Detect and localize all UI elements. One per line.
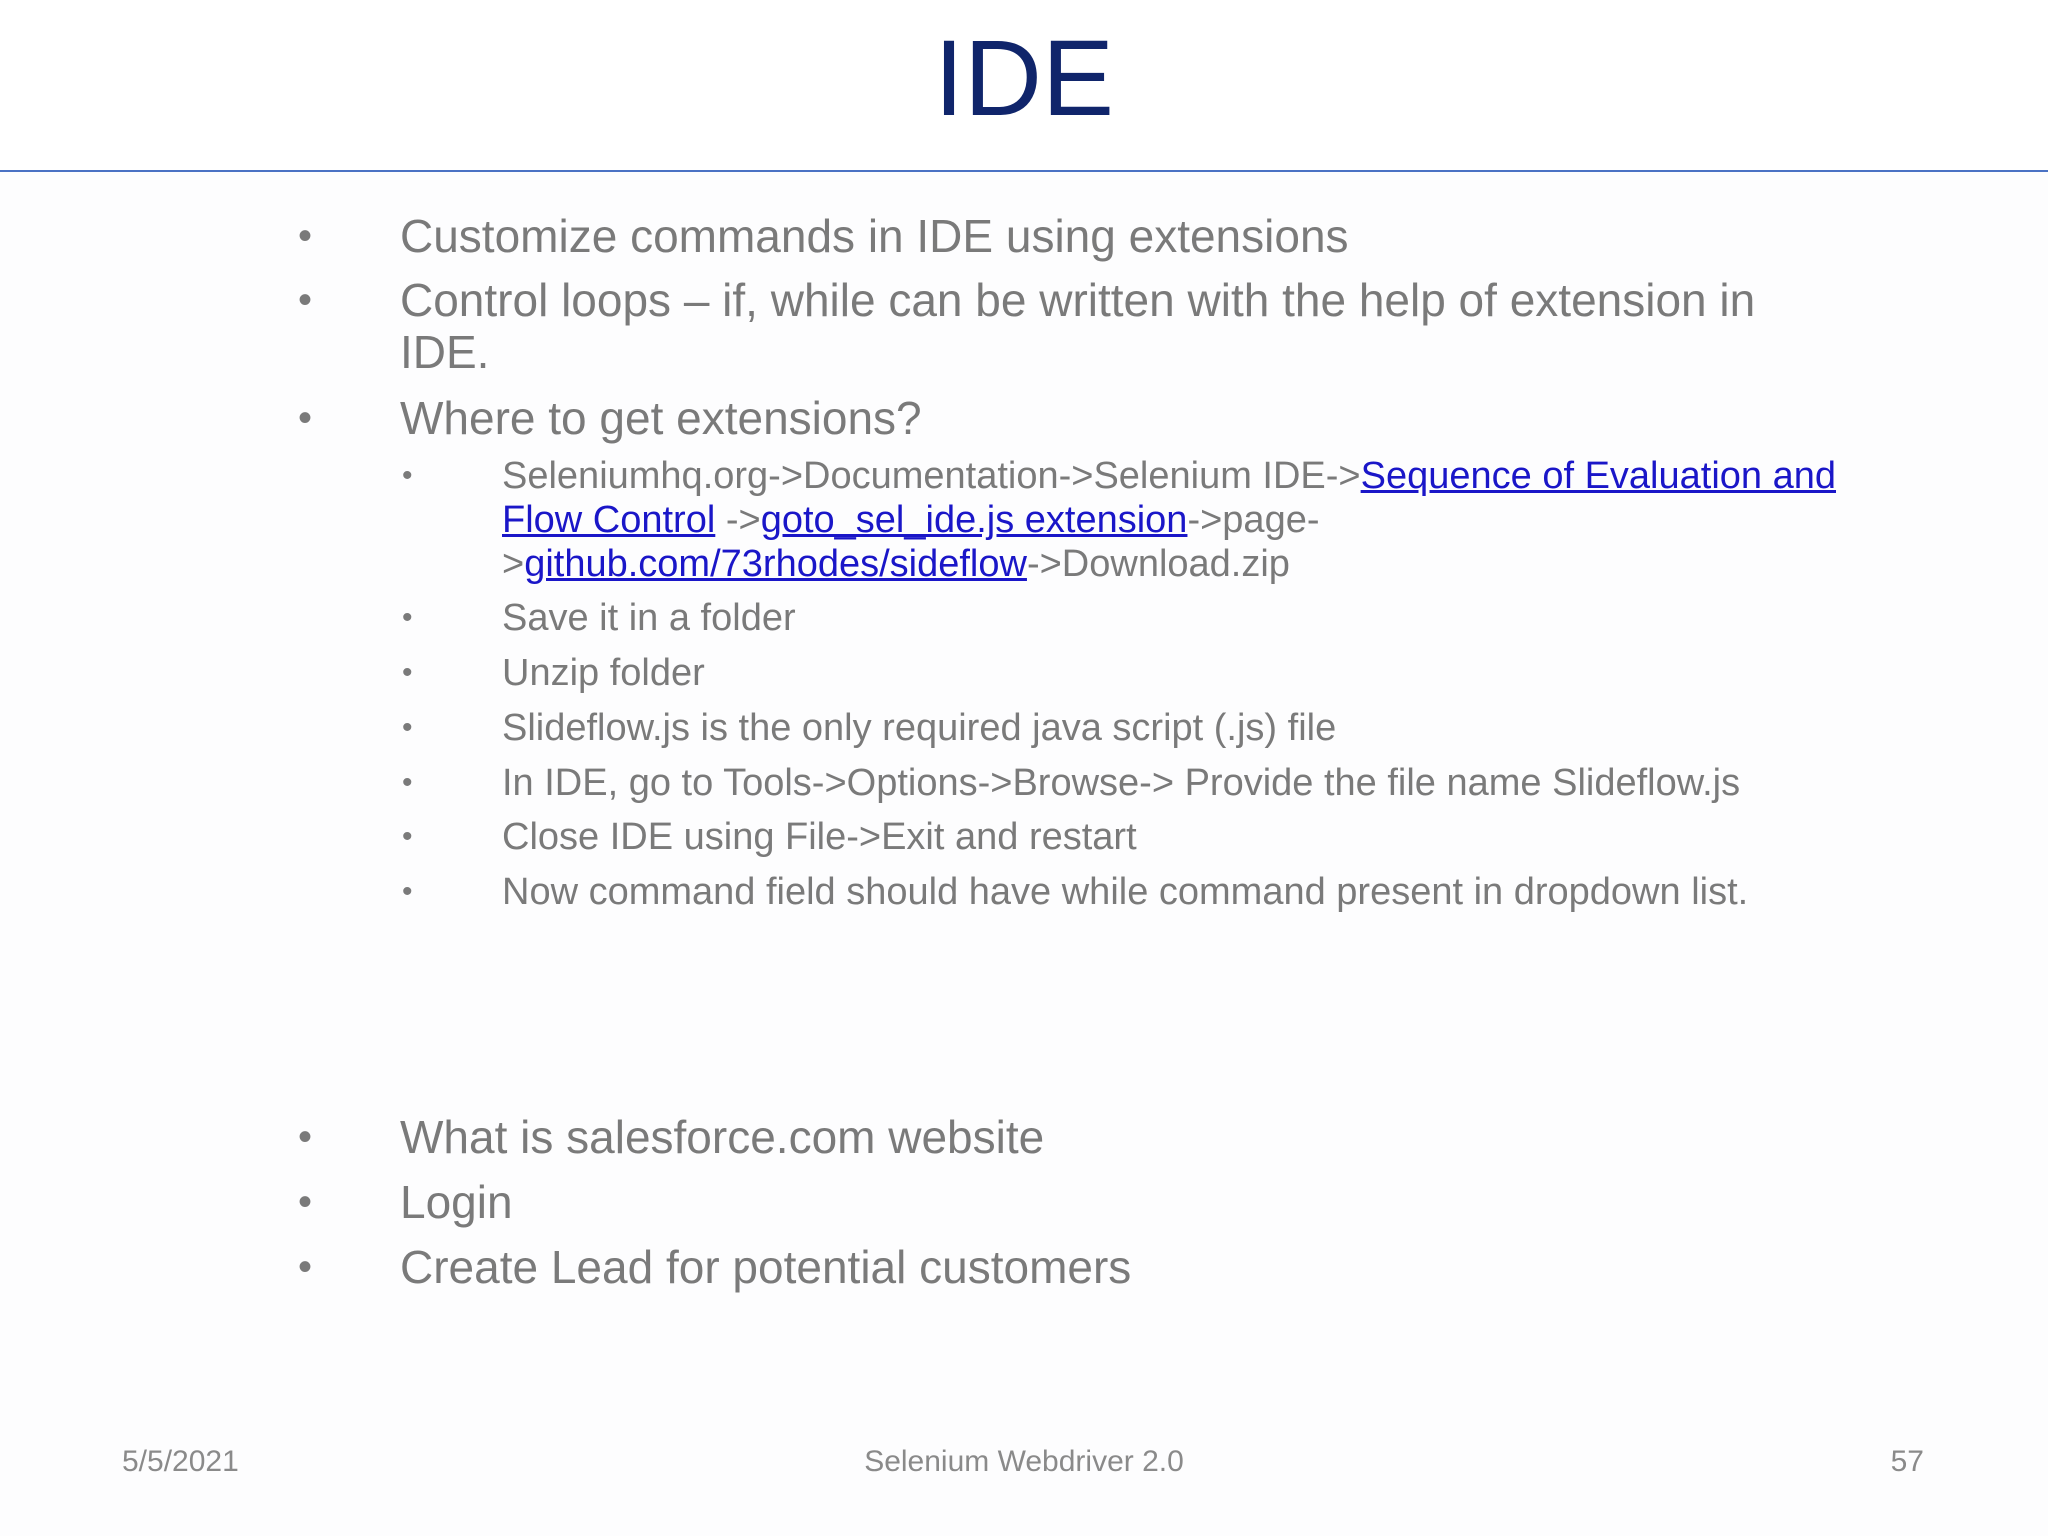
bullet-icon: • bbox=[402, 656, 413, 689]
bullet-text: In IDE, go to Tools->Options->Browse-> Provide the file name Slideflow.js bbox=[502, 762, 1741, 804]
bullet-text bbox=[502, 542, 1982, 586]
page-number: 57 bbox=[1890, 1445, 1924, 1478]
bullet-icon: • bbox=[298, 1180, 313, 1224]
bullet-icon: • bbox=[402, 711, 413, 744]
bullet-text: Slideflow.js is the only required java script (.js) file bbox=[502, 707, 1337, 749]
sequence-evaluation-link[interactable]: Sequence of Evaluation and bbox=[1360, 455, 1836, 497]
bullet-text: Customize commands in IDE using extensions bbox=[400, 210, 1349, 262]
bullet-text: Login bbox=[400, 1176, 513, 1228]
bullet-text: Unzip folder bbox=[502, 652, 705, 694]
path-text: Seleniumhq.org->Documentation->Selenium IDE-> bbox=[502, 455, 1361, 497]
bullet-text: IDE. bbox=[400, 326, 490, 378]
bullet-icon: • bbox=[402, 875, 413, 908]
bullet-text bbox=[502, 498, 1982, 542]
bullet-icon: • bbox=[402, 820, 413, 853]
bullet-text: Now command field should have while command present in dropdown list. bbox=[502, 871, 1749, 913]
bullet-icon: • bbox=[402, 459, 413, 492]
footer-date: 5/5/2021 bbox=[122, 1445, 239, 1478]
path-text: ->page- bbox=[1187, 499, 1320, 541]
footer-title: Selenium Webdriver 2.0 bbox=[864, 1445, 1184, 1478]
bullet-text: What is salesforce.com website bbox=[400, 1111, 1045, 1163]
slide-title: IDE bbox=[933, 17, 1115, 138]
bullet-text bbox=[502, 454, 1982, 498]
path-text: ->Download.zip bbox=[1026, 543, 1290, 585]
bullet-icon: • bbox=[402, 766, 413, 799]
bullet-icon: • bbox=[298, 1245, 313, 1289]
goto-sel-ide-link[interactable]: goto_sel_ide.js extension bbox=[760, 499, 1188, 541]
bullet-icon: • bbox=[402, 601, 413, 634]
bullet-text: Control loops – if, while can be written with the help of extension in bbox=[400, 274, 1756, 326]
bullet-text: Where to get extensions? bbox=[400, 392, 922, 444]
bullet-icon: • bbox=[298, 1115, 313, 1159]
flow-control-link[interactable]: Flow Control bbox=[502, 499, 716, 541]
bullet-text: Save it in a folder bbox=[502, 597, 796, 639]
bullet-icon: • bbox=[298, 214, 313, 258]
title-area bbox=[0, 0, 2048, 170]
path-text: > bbox=[502, 543, 525, 585]
title-divider bbox=[0, 170, 2048, 172]
bullet-text: Close IDE using File->Exit and restart bbox=[502, 816, 1137, 858]
bullet-icon: • bbox=[298, 278, 313, 322]
path-text: -> bbox=[715, 499, 761, 541]
bullet-icon: • bbox=[298, 396, 313, 440]
bullet-text: Create Lead for potential customers bbox=[400, 1241, 1132, 1293]
github-sideflow-link[interactable]: github.com/73rhodes/sideflow bbox=[524, 543, 1027, 585]
